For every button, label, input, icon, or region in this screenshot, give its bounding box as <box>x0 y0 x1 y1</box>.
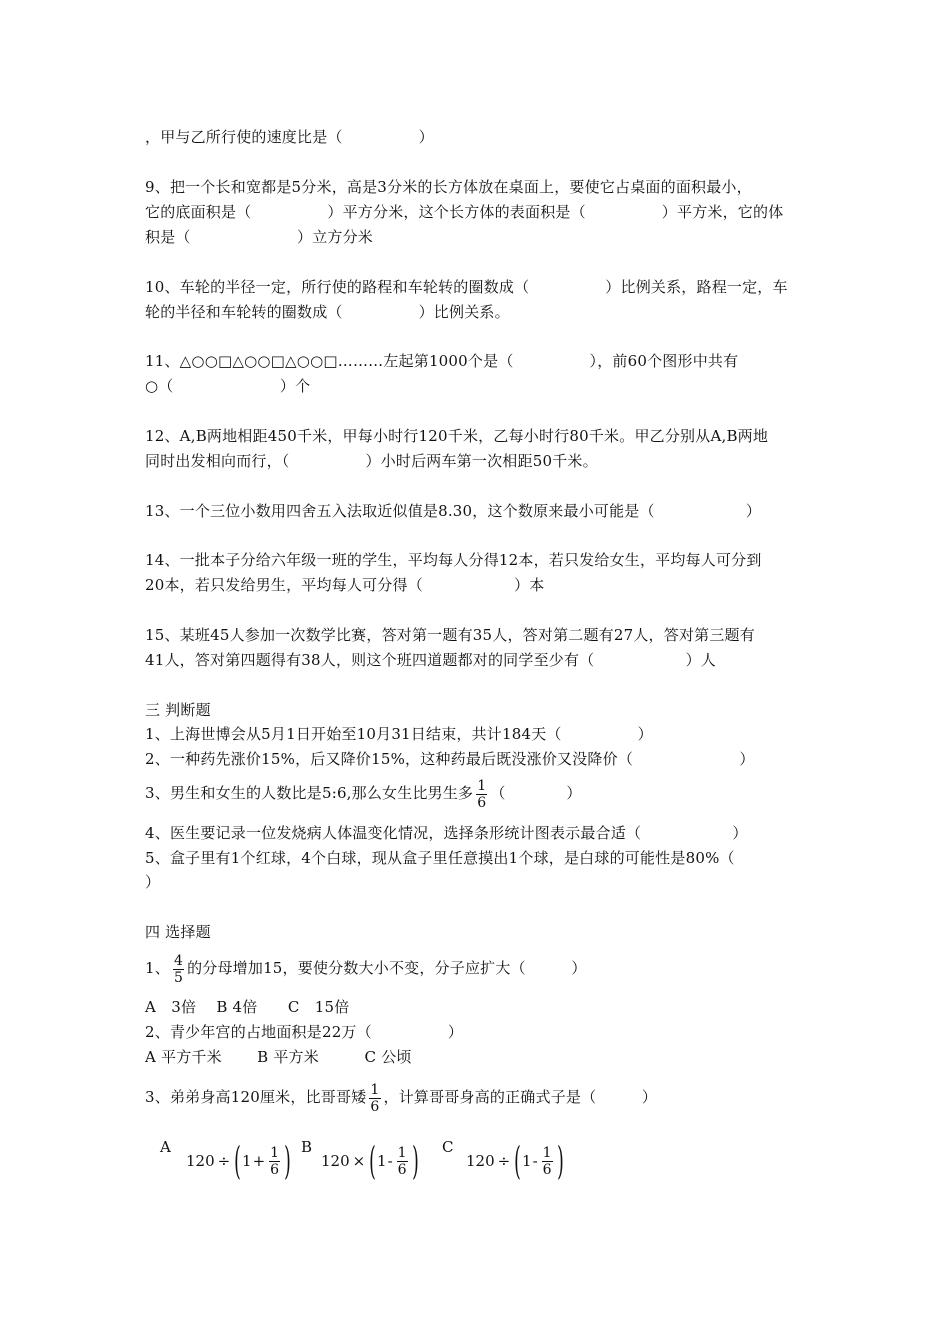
judge-3-fraction <box>476 778 487 811</box>
option-a-denominator: 6 <box>270 1161 280 1178</box>
choice-1-fraction <box>173 953 184 986</box>
q10-line-1: 10、车轮的半径一定，所行使的路程和车轮转的圈数成（ ）比例关系，路程一定，车 <box>145 278 788 296</box>
q14-line-1: 14、一批本子分给六年级一班的学生，平均每人分得12本，若只发给女生，平均每人可分到 <box>145 551 762 569</box>
judge-3-text: 3、男生和女生的人数比是5:6,那么女生比男生多 <box>145 784 474 802</box>
choice-3-fraction <box>369 1082 380 1115</box>
option-c-operator: ÷ <box>497 1152 511 1170</box>
option-b-operator: × <box>352 1152 366 1170</box>
option-a-base: 120 <box>186 1152 215 1170</box>
choice-3-numerator: 1 <box>370 1081 380 1098</box>
q9-line-3: 积是（ ）立方分米 <box>145 228 374 246</box>
choice-3 <box>145 1077 810 1117</box>
choice-3-denominator: 6 <box>370 1098 380 1115</box>
option-c-base: 120 <box>466 1152 495 1170</box>
q15-line-1: 15、某班45人参加一次数学比赛，答对第一题有35人，答对第二题有27人，答对第三题有 <box>145 626 755 644</box>
option-c-fraction <box>542 1145 553 1178</box>
judge-5-line-2: ） <box>145 873 161 891</box>
q10-line-2: 轮的半径和车轮转的圈数成（ ）比例关系。 <box>145 303 510 321</box>
option-a-paren-close: ) <box>284 1139 291 1183</box>
option-c-sign: - <box>532 1152 538 1170</box>
judge-2: 2、一种药先涨价15%，后又降价15%，这种药最后既没涨价又没降价（ ） <box>145 750 755 768</box>
judge-3 <box>145 773 810 813</box>
option-c-numerator: 1 <box>542 1144 552 1161</box>
option-b-letter: B <box>301 1138 313 1156</box>
choice-1-text: 的分母增加15，要使分数大小不变，分子应扩大（ ） <box>187 959 587 977</box>
q13-line: 13、一个三位小数用四舍五入法取近似值是8.30，这个数原来最小可能是（ ） <box>145 502 762 520</box>
choice-3-text: 3、弟弟身高120厘米，比哥哥矮 <box>145 1088 367 1106</box>
choice-1-number: 1、 <box>145 959 170 977</box>
judge-3-numerator: 1 <box>477 777 487 794</box>
judge-3-answer-blank: （ ） <box>490 784 582 802</box>
option-b-paren-open: ( <box>369 1139 376 1183</box>
choice-3-options <box>145 1138 605 1186</box>
choice-2: 2、青少年宫的占地面积是22万（ ） <box>145 1023 464 1041</box>
choice-1 <box>145 948 810 988</box>
option-a-expression <box>186 1139 292 1183</box>
option-a-fraction <box>269 1145 280 1178</box>
option-c-paren-close: ) <box>556 1139 564 1183</box>
q9-line-1: 9、把一个长和宽都是5分米，高是3分米的长方体放在桌面上，要使它占桌面的面积最小， <box>145 178 752 196</box>
judge-5-line-1: 5、盒子里有1个红球，4个白球，现从盒子里任意摸出1个球，是白球的可能性是80%（ <box>145 849 735 867</box>
option-b-paren-close: ) <box>411 1139 419 1183</box>
option-b-denominator: 6 <box>397 1161 407 1178</box>
choice-2-options: A 平方千米 B 平方米 C 公顷 <box>145 1048 412 1066</box>
option-a-one: 1 <box>242 1152 252 1170</box>
q15-line-2: 41人，答对第四题得有38人，则这个班四道题都对的同学至少有（ ）人 <box>145 651 716 669</box>
section-choice-heading: 四 选择题 <box>145 923 211 941</box>
judge-1: 1、上海世博会从5月1日开始至10月31日结束，共计184天（ ） <box>145 725 653 743</box>
option-b-one: 1 <box>377 1152 387 1170</box>
q11-line-1: 11、△○○□△○○□△○○□………左起第1000个是（ ），前60个图形中共有 <box>145 352 739 370</box>
judge-4: 4、医生要记录一位发烧病人体温变化情况，选择条形统计图表示最合适（ ） <box>145 824 748 842</box>
option-b-base: 120 <box>321 1152 350 1170</box>
option-b-numerator: 1 <box>397 1144 407 1161</box>
judge-3-denominator: 6 <box>477 794 487 811</box>
option-a-operator: ÷ <box>217 1152 231 1170</box>
q9-line-2: 它的底面积是（ ）平方分米，这个长方体的表面积是（ ）平方米，它的体 <box>145 203 784 221</box>
option-b-expression <box>321 1139 419 1183</box>
option-a-numerator: 1 <box>270 1144 280 1161</box>
q12-line-1: 12、A,B两地相距450千米，甲每小时行120千米，乙每小时行80千米。甲乙分别从A,B两地 <box>145 427 769 445</box>
option-a-letter: A <box>160 1138 171 1156</box>
option-c-paren-open: ( <box>514 1139 521 1183</box>
option-a-paren-open: ( <box>234 1139 241 1183</box>
q14-line-2: 20本，若只发给男生，平均每人可分得（ ）本 <box>145 576 545 594</box>
option-c-one: 1 <box>522 1152 532 1170</box>
section-judgement-heading: 三 判断题 <box>145 701 211 719</box>
option-b-sign: - <box>387 1152 393 1170</box>
option-c-denominator: 6 <box>542 1161 552 1178</box>
option-b-fraction <box>397 1145 408 1178</box>
option-a-sign: + <box>252 1152 266 1170</box>
choice-3-question: ，计算哥哥身高的正确式子是（ ） <box>383 1088 658 1106</box>
q11-line-2: ○（ ）个 <box>145 377 311 395</box>
q8-continuation: ，甲与乙所行使的速度比是（ ） <box>145 128 434 146</box>
choice-1-numerator: 4 <box>173 952 184 969</box>
choice-1-denominator: 5 <box>173 969 184 986</box>
choice-1-options: A 3倍 B 4倍 C 15倍 <box>145 998 350 1016</box>
option-c-letter: C <box>442 1138 454 1156</box>
option-c-expression <box>466 1139 564 1183</box>
q12-line-2: 同时出发相向而行，（ ）小时后两车第一次相距50千米。 <box>145 452 598 470</box>
